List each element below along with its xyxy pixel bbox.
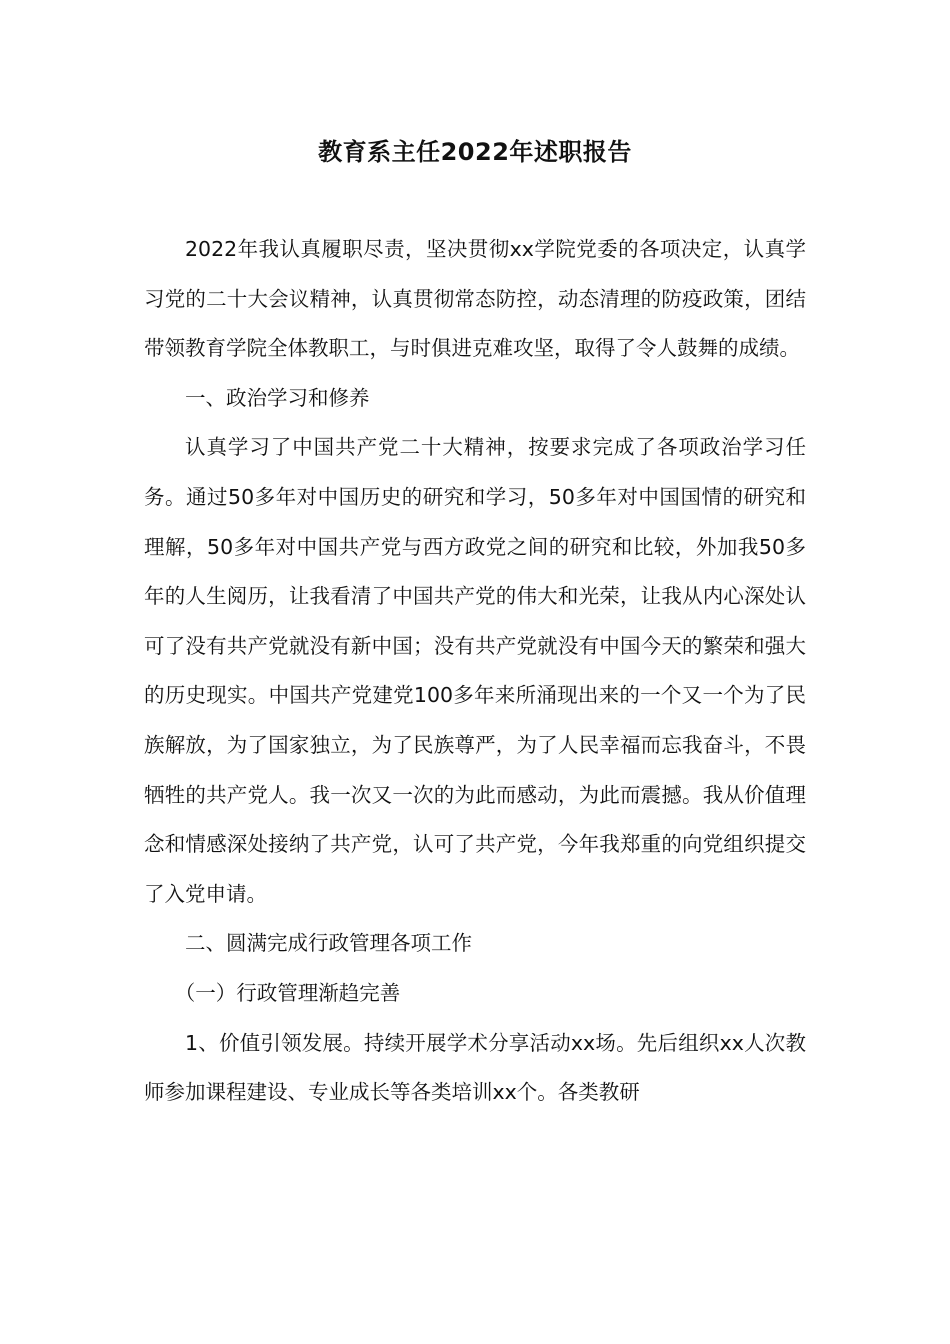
paragraph-value-guidance: 1、价值引领发展。持续开展学术分享活动xx场。先后组织xx人次教师参加课程建设、专业成长等各类培训xx个。各类教研	[144, 1030, 806, 1105]
document-title: 教育系主任2022年述职报告	[318, 138, 632, 166]
paragraph-political-study: 认真学习了中国共产党二十大精神，按要求完成了各项政治学习任务。通过50多年对中国历史的研究和学习，50多年对中国国情的研究和理解，50多年对中国共产党与西方政党之间的研究和比较，外加我50多年的人生阅历，让我看清了中国共产党的伟大和光荣，让我从内心深处认可了没有共产党就没有新中国；没有共产党就没有中国今天的繁荣和强大的历史现实。中国共产党建党100多年来所涌现出来的一个又一个为了民族解放，为了国家独立，为了民族尊严，为了人民幸福而忘我奋斗，不畏牺牲的共产党人。我一次又一次的为此而感动，为此而震撼。我从价值理念和情感深处接纳了共产党，认可了共产党，今年我郑重的向党组织提交了入党申请。	[144, 435, 806, 906]
paragraph-intro: 2022年我认真履职尽责，坚决贯彻xx学院党委的各项决定，认真学习党的二十大会议精神，认真贯彻常态防控，动态清理的防疫政策，团结带领教育学院全体教职工，与时俱进克难攻坚，取得了令人鼓舞的成绩。	[144, 237, 806, 361]
subheading-admin-management: （一）行政管理渐趋完善	[174, 980, 401, 1005]
document-body	[144, 225, 806, 1118]
heading-admin-work: 二、圆满完成行政管理各项工作	[185, 931, 472, 956]
heading-political-study: 一、政治学习和修养	[185, 385, 370, 410]
